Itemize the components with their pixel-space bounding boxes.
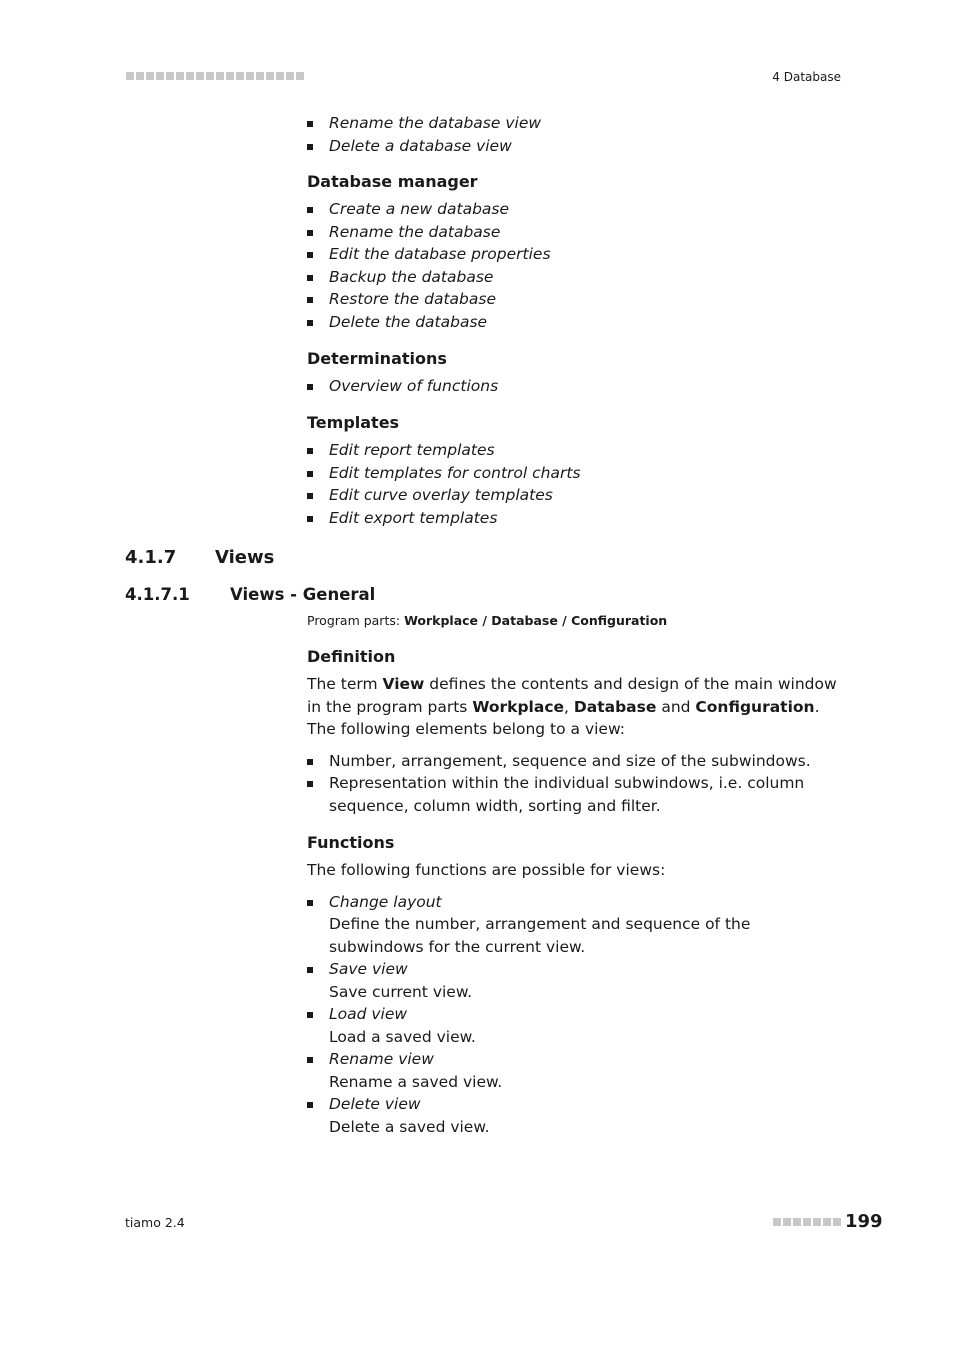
function-desc: Rename a saved view. <box>329 1072 503 1091</box>
function-desc: Load a saved view. <box>329 1027 476 1046</box>
function-desc: Define the number, arrangement and sequence of the subwindows for the current view. <box>329 915 751 956</box>
function-item <box>307 891 847 959</box>
section-number: 4.1.7 <box>125 547 177 568</box>
subsection-title: Views - General <box>230 585 376 604</box>
database-manager-list <box>307 198 847 333</box>
header-section: 4 Database <box>772 70 841 84</box>
footer-product: tiamo 2.4 <box>125 1215 185 1230</box>
program-parts <box>307 613 847 628</box>
function-name: Delete view <box>329 1095 421 1113</box>
determinations-list <box>307 375 847 398</box>
list-item: Edit templates for control charts <box>307 462 847 485</box>
function-name: Change layout <box>329 892 442 911</box>
function-item <box>307 958 847 1003</box>
program-parts-label: Program parts: <box>307 613 401 628</box>
top-list <box>307 112 847 157</box>
list-item: Edit the database properties <box>307 243 847 266</box>
list-item: Backup the database <box>307 266 847 289</box>
function-item <box>307 1048 847 1093</box>
function-name: Save view <box>329 960 408 978</box>
list-item: Overview of functions <box>307 375 847 398</box>
group-title: Determinations <box>307 349 447 368</box>
function-desc: Save current view. <box>329 982 473 1001</box>
list-item: Delete a database view <box>307 135 847 158</box>
list-item: Number, arrangement, sequence and size of the subwindows. <box>307 750 847 773</box>
list-item: Edit curve overlay templates <box>307 484 847 507</box>
list-item: Create a new database <box>307 198 847 221</box>
function-desc: Delete a saved view. <box>329 1117 490 1136</box>
functions-title: Functions <box>307 833 395 852</box>
program-parts-value: Workplace / Database / Configuration <box>404 613 668 628</box>
page-number: 199 <box>845 1211 883 1232</box>
functions-list <box>307 891 847 1139</box>
group-title: Templates <box>307 413 400 432</box>
function-name: Rename view <box>329 1050 434 1068</box>
function-item <box>307 1003 847 1048</box>
footer-decoration <box>773 1218 843 1226</box>
list-item: Delete the database <box>307 311 847 334</box>
templates-list <box>307 439 847 529</box>
function-item <box>307 1093 847 1138</box>
section-title: Views <box>215 547 275 568</box>
functions-intro: The following functions are possible for views: <box>307 861 666 879</box>
definition-list <box>307 750 847 818</box>
list-item: Edit report templates <box>307 439 847 462</box>
list-item: Edit export templates <box>307 507 847 530</box>
subsection-number: 4.1.7.1 <box>125 585 190 604</box>
list-item: Restore the database <box>307 288 847 311</box>
list-item: Representation within the individual subwindows, i.e. column sequence, column width, sorting and filter. <box>307 772 847 817</box>
header-decoration <box>126 72 306 80</box>
list-item: Rename the database <box>307 221 847 244</box>
definition-text: The term View defines the contents and design of the main window in the program parts Workplace, Database and Configuration. The following elements belong to a view: <box>307 675 837 738</box>
definition-title: Definition <box>307 647 396 666</box>
list-item: Rename the database view <box>307 112 847 135</box>
function-name: Load view <box>329 1005 408 1023</box>
group-title: Database manager <box>307 172 478 191</box>
